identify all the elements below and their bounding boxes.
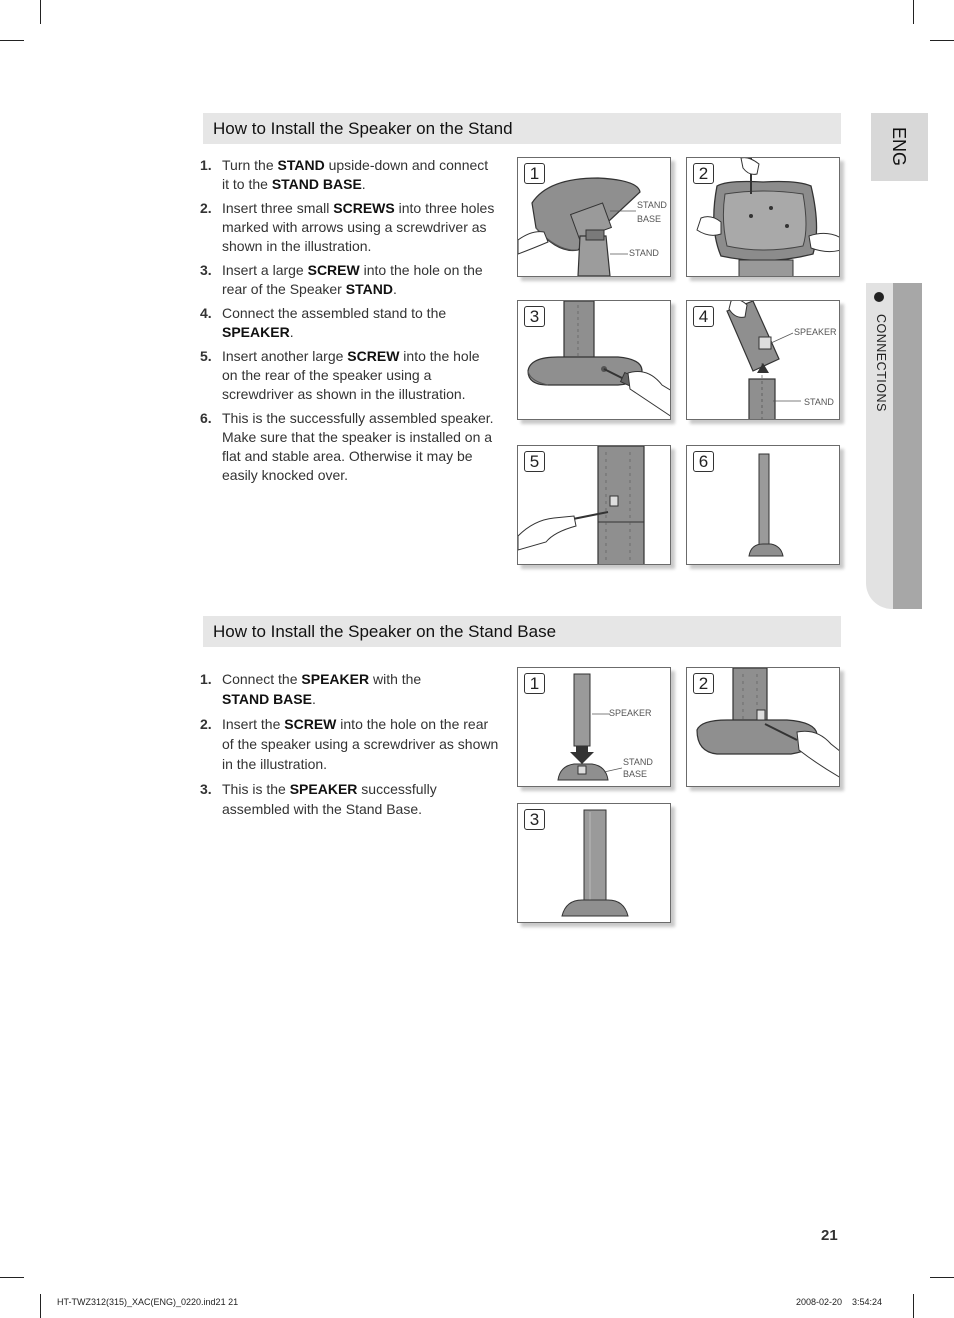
step-number-badge: 5 [524,451,545,472]
instruction-step [200,714,500,774]
crop-mark [913,0,914,24]
step-keyword: SCREW [347,348,400,364]
step-text: . [392,281,397,297]
instruction-step [200,199,498,256]
step-text: Connect the assembled stand to the [222,305,447,321]
step-text: Insert another large [222,348,348,364]
step-text: Insert a large [222,262,308,278]
section-title-stand-base: How to Install the Speaker on the Stand Base [203,616,841,647]
illustration-stand-step-5 [517,445,671,565]
crop-mark [930,1277,954,1278]
crop-mark [0,1277,24,1278]
illustration-base-step-3 [517,803,671,923]
label-speaker: SPEAKER [794,327,837,337]
illustration-base-step-2 [686,667,840,787]
crop-mark [913,1294,914,1318]
instruction-list-stand [200,156,498,490]
illustration-stand-step-2 [686,157,840,277]
language-tab [871,113,928,181]
step-text: successfully assembled with the Stand Base. [222,781,437,817]
step-number-badge: 1 [524,163,545,184]
step-number-badge: 4 [693,306,714,327]
label-stand-base-2: BASE [623,769,648,779]
illustration-stand-step-3 [517,300,671,420]
step-number: 2. [200,200,212,216]
step-number-badge: 6 [693,451,714,472]
step-text: into the hole on the rear of the Speaker [222,262,483,297]
step-number-badge: 2 [693,163,714,184]
step-number: 2. [200,716,212,732]
crop-mark [40,0,41,24]
step-text: into three holes marked with arrows using a screwdriver as shown in the illustration. [222,200,495,254]
illustration-stand-step-1 [517,157,671,277]
instruction-step [200,347,498,404]
label-stand-base: STAND [637,200,667,210]
step-keyword: SCREWS [333,200,395,216]
step-text: . [361,176,366,192]
step-number: 4. [200,305,212,321]
step-keyword: STAND [277,157,325,173]
chapter-tab-edge [893,283,922,609]
step-text: Connect the [222,671,302,687]
instruction-step [200,779,500,819]
step-text: Insert three small [222,200,334,216]
instruction-list-stand-base [200,669,500,824]
step-number-badge: 3 [524,306,545,327]
step-text: into the hole on the rear of the speaker using a screwdriver as shown in the illustration. [222,348,480,402]
instruction-step [200,409,498,485]
instruction-step [200,304,498,342]
label-stand-base-2: BASE [637,214,662,224]
language-label: ENG [889,127,909,167]
step-number-badge: 3 [524,809,545,830]
step-keyword: SCREW [284,716,337,732]
crop-mark [40,1294,41,1318]
label-stand: STAND [629,248,659,258]
step-text: with the [369,671,422,687]
section-title-stand: How to Install the Speaker on the Stand [203,113,841,144]
instruction-step [200,669,500,709]
step-number: 3. [200,781,212,797]
step-text: This is the [222,781,290,797]
illustration-stand-step-6 [686,445,840,565]
step-number-badge: 2 [693,673,714,694]
step-text: This is the successfully assembled speaker. Make sure that the speaker is installed on a flat and stable area. Otherwise it may be easily knocked over. [222,410,494,483]
chapter-label: CONNECTIONS [874,314,888,412]
page-number: 21 [821,1227,838,1244]
step-text: . [289,324,294,340]
step-keyword: STAND BASE [222,691,312,707]
step-keyword: SPEAKER [222,324,290,340]
crop-mark [930,40,954,41]
step-keyword: SPEAKER [301,671,370,687]
step-number: 6. [200,410,212,426]
step-number: 1. [200,671,212,687]
step-keyword: SCREW [307,262,360,278]
label-speaker: SPEAKER [609,708,652,718]
step-number: 5. [200,348,212,364]
step-keyword: STAND BASE [271,176,362,192]
instruction-step [200,156,498,194]
step-keyword: STAND [345,281,393,297]
step-number: 3. [200,262,212,278]
step-text: into the hole on the rear of the speaker using a screwdriver as shown in the illustration. [222,716,499,772]
illustration-stand-step-4 [686,300,840,420]
step-text: upside-down and connect it to the [222,157,489,192]
crop-mark [0,40,24,41]
label-stand: STAND [804,397,834,407]
step-keyword: SPEAKER [289,781,358,797]
footer-file-info: HT-TWZ312(315)_XAC(ENG)_0220.ind21 21 [57,1297,239,1307]
bullet-icon [874,292,884,302]
step-text: . [311,691,316,707]
footer-timestamp: 2008-02-20 3:54:24 [796,1297,883,1307]
illustration-base-step-1 [517,667,671,787]
label-stand-base: STAND [623,757,653,767]
step-number-badge: 1 [524,673,545,694]
instruction-step [200,261,498,299]
step-number: 1. [200,157,212,173]
step-text: Insert the [222,716,285,732]
step-text: Turn the [222,157,278,173]
